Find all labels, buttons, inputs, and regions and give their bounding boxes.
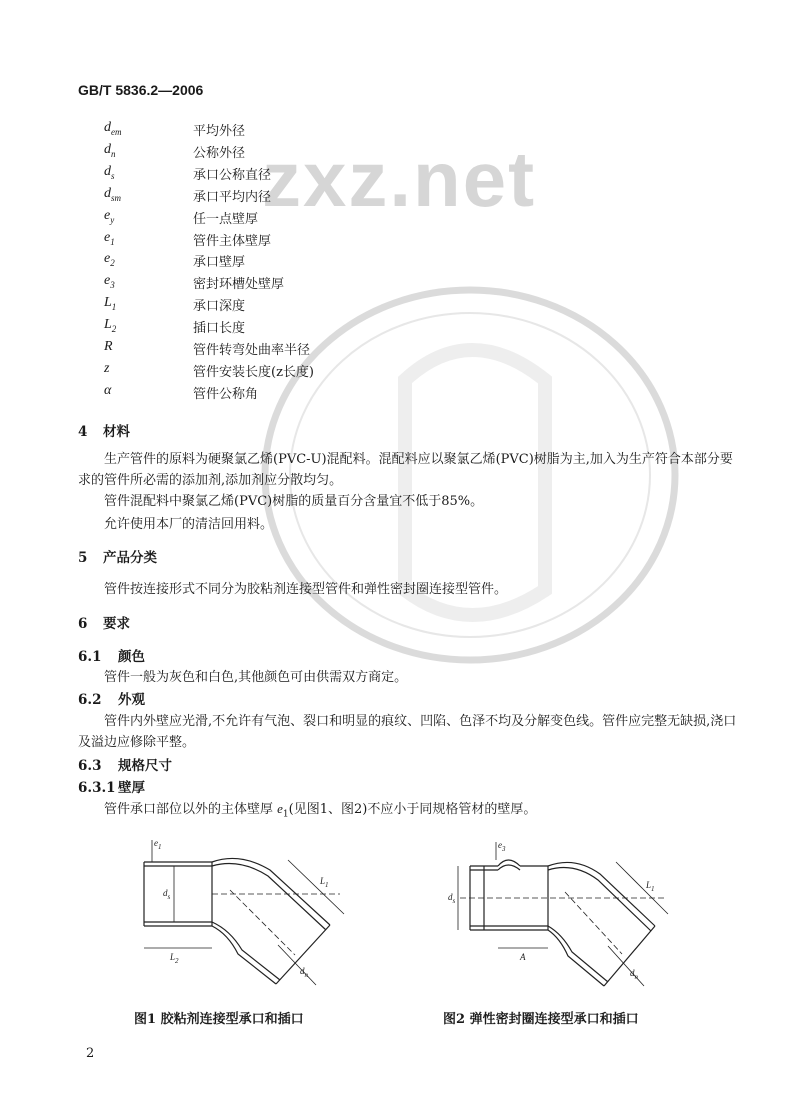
- symbol-letter: d: [104, 186, 111, 201]
- symbol-letter: z: [104, 361, 110, 376]
- figure-1-caption: 图1 胶粘剂连接型承口和插口: [134, 1012, 304, 1027]
- symbol-subscript: 1: [110, 236, 115, 247]
- symbol-definition: 插口长度: [193, 321, 246, 336]
- section-6-2-paragraph: 管件内外壁应光滑,不允许有气泡、裂口和明显的痕纹、凹陷、色泽不均及分解变色线。管件应完整无缺损,浇口及溢边应修除平整。: [78, 714, 737, 750]
- symbol-term: [104, 186, 184, 203]
- section-6-2-heading: 6.2 外观: [78, 692, 145, 708]
- section-6-1-heading: 6.1 颜色: [78, 649, 145, 665]
- figure-2-ds-label: $d_s$: [448, 892, 456, 905]
- symbol-letter: d: [104, 164, 111, 179]
- section-4-paragraph-3: 允许使用本厂的清洁回用料。: [104, 517, 274, 532]
- figure-1-l2-label: $L_2$: [170, 952, 179, 965]
- symbol-letter: e: [104, 273, 111, 288]
- symbol-definition: 管件转弯处曲率半径: [193, 343, 311, 358]
- symbol-definition: 承口深度: [193, 299, 246, 314]
- figure-2-l1-label: $L_1$: [646, 880, 655, 893]
- symbol-term: [104, 317, 184, 334]
- symbol-subscript: 2: [110, 257, 115, 268]
- section-4-heading: 4 材料: [78, 424, 130, 440]
- symbol-letter: d: [104, 142, 111, 157]
- symbol-subscript: 1: [111, 301, 117, 312]
- symbol-definition: 公称外径: [193, 146, 246, 161]
- section-6-1-paragraph: 管件一般为灰色和白色,其他颜色可由供需双方商定。: [104, 670, 408, 685]
- symbol-letter: α: [104, 383, 112, 398]
- symbol-subscript: 2: [111, 323, 117, 334]
- section-6-heading: 6 要求: [78, 616, 130, 632]
- symbol-term: [104, 251, 184, 268]
- symbol-letter: e: [104, 208, 111, 223]
- section-4-paragraph-1: 生产管件的原料为硬聚氯乙烯(PVC-U)混配料。混配料应以聚氯乙烯(PVC)树脂为主,加入为生产符合本部分要求的管件所必需的添加剂,添加剂应分散均匀。: [78, 452, 733, 488]
- figure-1-ds-label: $d_s$: [163, 888, 171, 901]
- figure-2-caption: 图2 弹性密封圈连接型承口和插口: [443, 1012, 639, 1027]
- symbol-subscript: sm: [111, 192, 122, 203]
- symbol-definition: 任一点壁厚: [193, 212, 259, 227]
- symbol-letter: L: [104, 317, 112, 332]
- symbol-definition: 管件公称角: [193, 387, 259, 402]
- symbol-letter: e: [104, 251, 111, 266]
- figure-1-e-label: $e_1$: [154, 838, 162, 851]
- symbol-subscript: em: [111, 126, 122, 137]
- symbol-definition: 密封环槽处壁厚: [193, 277, 285, 292]
- section-6-3-1-paragraph: 管件承口部位以外的主体壁厚 $e_1$(见图1、图2)不应小于同规格管材的壁厚。: [104, 801, 537, 820]
- section-6-3-heading: 6.3 规格尺寸: [78, 758, 172, 774]
- symbol-letter: d: [104, 120, 111, 135]
- symbol-definition: 承口平均内径: [193, 190, 272, 205]
- symbol-term: [104, 339, 184, 356]
- symbol-subscript: s: [111, 170, 115, 181]
- symbol-term: [104, 273, 184, 290]
- symbol-letter: R: [104, 339, 113, 354]
- figure-1-drawing: [130, 830, 370, 990]
- section-6-3-1-heading: 6.3.1 壁厚: [78, 780, 145, 796]
- symbol-definition: 管件主体壁厚: [193, 234, 272, 249]
- symbol-subscript: n: [111, 148, 116, 159]
- figure-2-dn-label: $d_n$: [630, 968, 638, 981]
- symbol-term: [104, 142, 184, 159]
- symbol-subscript: y: [110, 214, 115, 225]
- page-number: 2: [86, 1046, 95, 1061]
- symbol-definition: 平均外径: [193, 124, 246, 139]
- symbol-term: [104, 208, 184, 225]
- figure-1-dn-label: $d_n$: [300, 966, 308, 979]
- symbol-term: [104, 295, 184, 312]
- section-5-paragraph: 管件按连接形式不同分为胶粘剂连接型管件和弹性密封圈连接型管件。: [104, 582, 508, 597]
- symbol-letter: L: [104, 295, 112, 310]
- document-id: GB/T 5836.2—2006: [78, 82, 204, 98]
- section-5-heading: 5 产品分类: [78, 550, 157, 566]
- figure-2-a-label: A: [520, 952, 526, 962]
- symbol-subscript: 3: [110, 279, 115, 290]
- figure-2-drawing: [440, 830, 680, 990]
- section-4-paragraph-2: 管件混配料中聚氯乙烯(PVC)树脂的质量百分含量宜不低于85%。: [104, 494, 484, 509]
- symbol-definition: 承口壁厚: [193, 255, 246, 270]
- watermark-text: zxz.net: [262, 135, 537, 223]
- symbol-term: [104, 383, 184, 400]
- symbol-letter: e: [104, 230, 111, 245]
- symbol-term: [104, 164, 184, 181]
- figure-2-e-label: $e_3$: [498, 840, 506, 853]
- symbol-term: [104, 230, 184, 247]
- figure-1-l1-label: $L_1$: [320, 876, 329, 889]
- symbol-definition: 承口公称直径: [193, 168, 272, 183]
- symbol-definition: 管件安装长度(z长度): [193, 365, 314, 380]
- symbol-term: [104, 120, 184, 137]
- symbol-term: [104, 361, 184, 378]
